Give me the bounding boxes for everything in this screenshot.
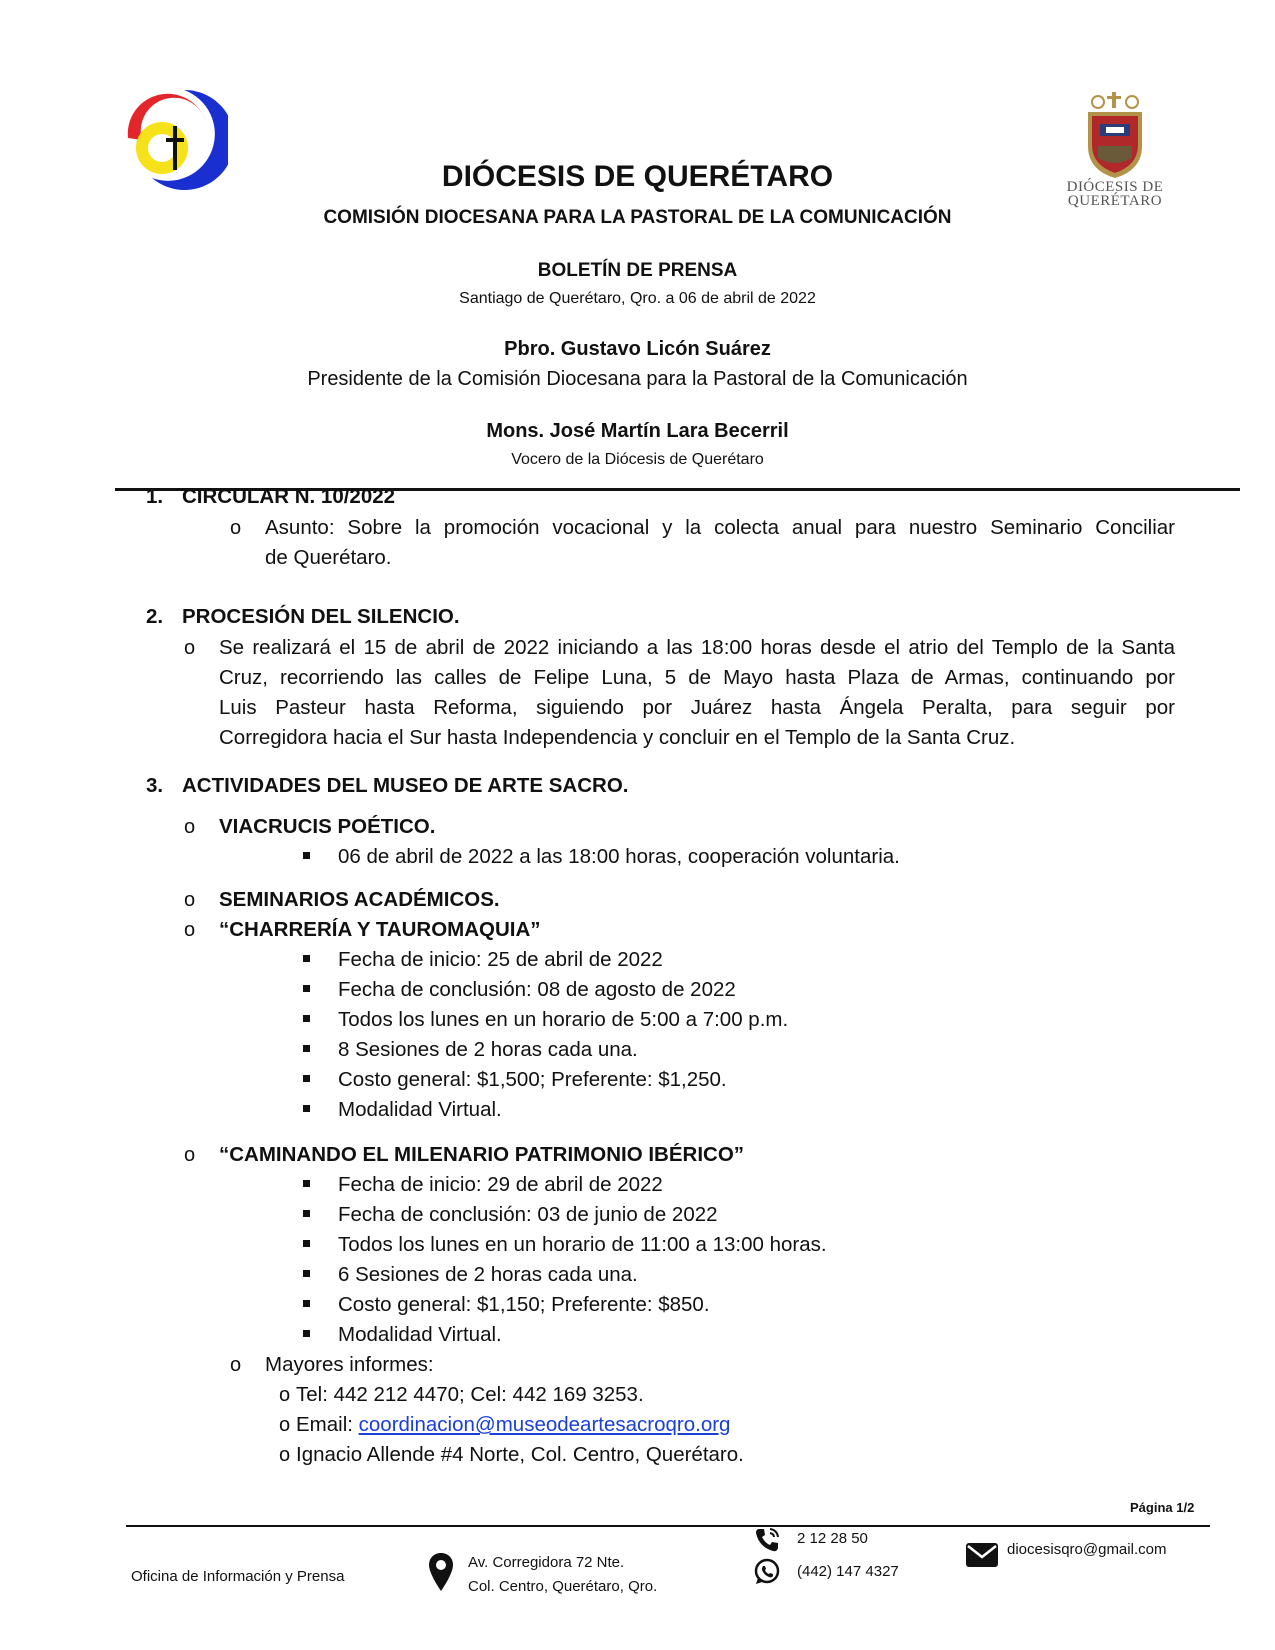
location-pin-icon [428,1552,454,1597]
section-2-line: Corregidora hacia el Sur hasta Independencia y concluir en el Templo de la Santa Cruz. [219,726,1016,749]
square-bullet [303,1075,310,1082]
seal-text-line1: DIÓCESIS DE [1066,179,1164,195]
footer-office: Oficina de Información y Prensa [131,1568,345,1585]
seal-text-line2: QUERÉTARO [1067,193,1163,209]
diocese-seal-logo [1050,90,1180,220]
bulletin-heading: BOLETÍN DE PRENSA [537,260,738,281]
section-2-line: Cruz, recorriendo las calles de Felipe Luna, 5 de Mayo hasta Plaza de Armas, continuando por [219,666,1175,689]
section-2-number: 2. [146,605,164,628]
caminando-item: Todos los lunes en un horario de 11:00 a 13:00 horas. [338,1233,827,1256]
caminando-item: Fecha de conclusión: 03 de junio de 2022 [338,1203,718,1226]
section-2-title: PROCESIÓN DEL SILENCIO. [182,605,460,628]
section-3-title: ACTIVIDADES DEL MUSEO DE ARTE SACRO. [182,774,629,797]
footer-address-line1: Av. Corregidora 72 Nte. [468,1554,625,1571]
section-1-title: CIRCULAR N. 10/2022 [182,485,396,508]
caminando-item: 6 Sesiones de 2 horas cada una. [338,1263,638,1286]
charreria-item: 8 Sesiones de 2 horas cada una. [338,1038,638,1061]
section-1-bullet: o [230,517,242,539]
square-bullet [303,852,310,859]
commission-subtitle: COMISIÓN DIOCESANA PARA LA PASTORAL DE LA COMUNICACIÓN [323,207,952,228]
viacrucis-bullet: o [184,816,196,838]
section-2-bullet: o [184,637,196,659]
seminarios-bullet: o [184,889,196,911]
square-bullet [303,1045,310,1052]
section-1-number: 1. [146,485,164,508]
section-1-subject-line1: Asunto: Sobre la promoción vocacional y la colecta anual para nuestro Seminario Conciliar [265,516,1175,539]
info-tel-bullet: o [279,1384,291,1406]
president-role: Presidente de la Comisión Diocesana para la Pastoral de la Comunicación [307,368,968,390]
section-3-number: 3. [146,774,164,797]
info-bullet: o [230,1354,242,1376]
seminarios-title: SEMINARIOS ACADÉMICOS. [219,888,500,911]
spokesman-role: Vocero de la Diócesis de Querétaro [511,451,764,468]
caminando-item: Fecha de inicio: 29 de abril de 2022 [338,1173,663,1196]
caminando-item: Costo general: $1,150; Preferente: $850. [338,1293,710,1316]
president-name: Pbro. Gustavo Licón Suárez [504,338,771,360]
square-bullet [303,1270,310,1277]
phone-icon [753,1526,781,1559]
info-address-bullet: o [279,1444,291,1466]
square-bullet [303,985,310,992]
info-email-link[interactable]: coordinacion@museodeartesacroqro.org [358,1413,731,1436]
charreria-title: “CHARRERÍA Y TAUROMAQUIA” [219,918,541,941]
square-bullet [303,1015,310,1022]
caminando-item: Modalidad Virtual. [338,1323,502,1346]
square-bullet [303,1330,310,1337]
charreria-bullet: o [184,919,196,941]
viacrucis-title: VIACRUCIS POÉTICO. [219,815,436,838]
section-1-subject-line2: de Querétaro. [265,546,392,569]
footer-whatsapp: (442) 147 4327 [797,1563,899,1580]
info-address: Ignacio Allende #4 Norte, Col. Centro, Querétaro. [296,1443,744,1466]
footer-address-line2: Col. Centro, Querétaro, Qro. [468,1578,658,1595]
square-bullet [303,1240,310,1247]
viacrucis-item: 06 de abril de 2022 a las 18:00 horas, cooperación voluntaria. [338,845,900,868]
charreria-item: Fecha de inicio: 25 de abril de 2022 [338,948,663,971]
envelope-icon [965,1542,999,1573]
footer-divider [126,1525,1210,1527]
charreria-item: Fecha de conclusión: 08 de agosto de 2022 [338,978,736,1001]
document-title: DIÓCESIS DE QUERÉTARO [441,160,834,193]
spokesman-name: Mons. José Martín Lara Becerril [486,420,789,442]
footer-phone: 2 12 28 50 [797,1530,868,1547]
info-tel: Tel: 442 212 4470; Cel: 442 169 3253. [296,1383,644,1406]
square-bullet [303,1210,310,1217]
charreria-item: Modalidad Virtual. [338,1098,502,1121]
whatsapp-icon [753,1558,781,1591]
footer-email[interactable]: diocesisqro@gmail.com [1007,1541,1167,1558]
info-title: Mayores informes: [265,1353,434,1376]
square-bullet [303,1300,310,1307]
section-2-line: Se realizará el 15 de abril de 2022 iniciando a las 18:00 horas desde el atrio del Templo de la Santa [219,636,1175,659]
date-line: Santiago de Querétaro, Qro. a 06 de abril de 2022 [459,290,816,307]
info-email-row [296,1413,730,1437]
info-email-label: Email: [296,1413,359,1436]
charreria-item: Todos los lunes en un horario de 5:00 a 7:00 p.m. [338,1008,789,1031]
caminando-bullet: o [184,1144,196,1166]
square-bullet [303,1105,310,1112]
page-number: Página 1/2 [1130,1500,1195,1515]
square-bullet [303,1180,310,1187]
info-email-bullet: o [279,1414,291,1436]
square-bullet [303,955,310,962]
charreria-item: Costo general: $1,500; Preferente: $1,250. [338,1068,727,1091]
section-2-line: Luis Pasteur hasta Reforma, siguiendo por Juárez hasta Ángela Peralta, para seguir por [219,696,1175,719]
caminando-title: “CAMINANDO EL MILENARIO PATRIMONIO IBÉRICO” [219,1143,745,1166]
